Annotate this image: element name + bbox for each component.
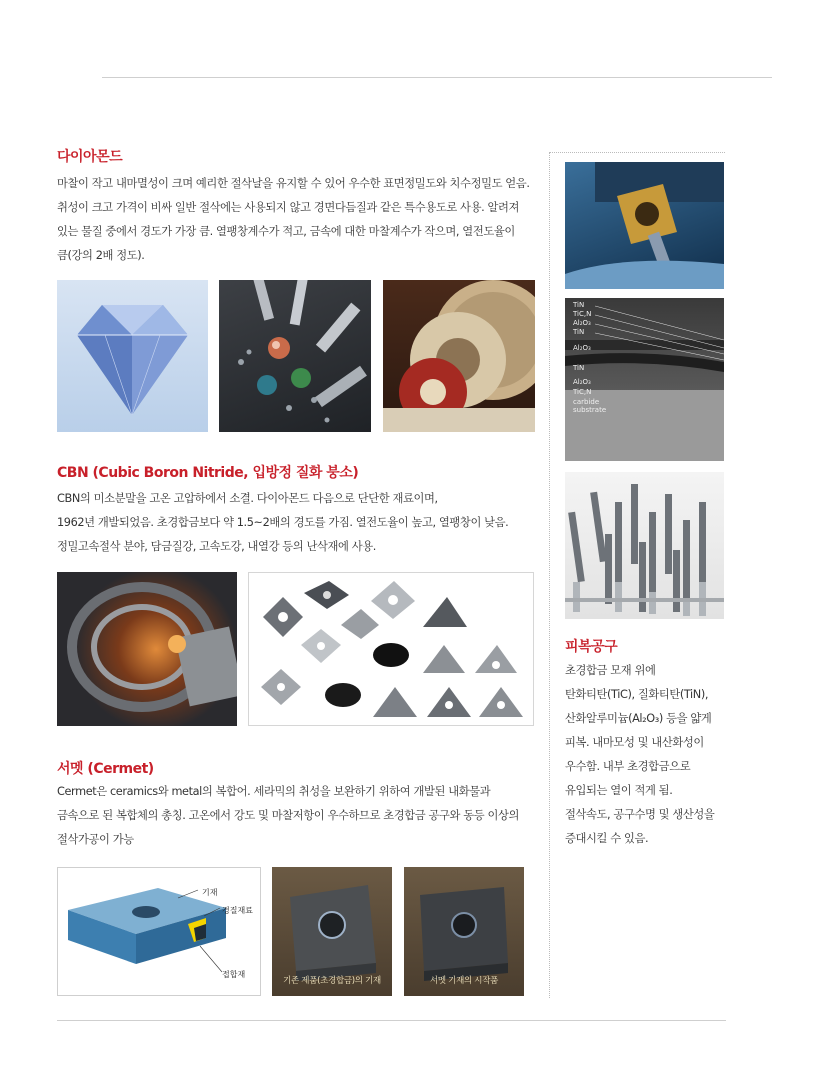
cermet-line: 금속으로 된 복합체의 총칭. 고온에서 강도 및 마찰저항이 우수하므로 초경합금 공구와 동등 이상의 bbox=[57, 809, 519, 822]
coated-line: 유입되는 열이 적게 됨. bbox=[565, 784, 673, 797]
label-base-material: 기재 bbox=[202, 888, 218, 897]
diamond-line: 마찰이 작고 내마멸성이 크며 예리한 절삭날을 유지할 수 있어 우수한 표면정밀도와 치수정밀도 얻음. bbox=[57, 177, 530, 190]
coated-line: 탄화티탄(TiC), 질화티탄(TiN), bbox=[565, 688, 709, 701]
sidebar-divider bbox=[549, 152, 550, 998]
cermet-body bbox=[57, 780, 519, 852]
diamond-line: 큼(강의 2배 정도). bbox=[57, 249, 145, 262]
coated-line: 피복. 내마모성 및 내산화성이 bbox=[565, 736, 704, 749]
coated-end-mills-photo bbox=[565, 472, 724, 619]
cbn-inserts-photo bbox=[248, 572, 534, 726]
layer-label: Al₂O₃ bbox=[573, 344, 591, 352]
cbn-line: 정밀고속절삭 분야, 담금질강, 고속도강, 내열강 등의 난삭재에 사용. bbox=[57, 540, 376, 553]
coated-line: 절삭속도, 공구수명 및 생산성을 bbox=[565, 808, 715, 821]
diamond-saw-blades-photo bbox=[383, 280, 535, 432]
layer-label: Al₂O₃ bbox=[573, 319, 591, 327]
cbn-line: 1962년 개발되었음. 초경합금보다 약 1.5~2배의 경도를 가짐. 열전도율이 높고, 열팽창이 낮음. bbox=[57, 516, 509, 529]
layer-label: TiC,N bbox=[573, 388, 592, 396]
layer-label: TiN bbox=[573, 301, 585, 309]
cermet-sample-photo bbox=[404, 867, 524, 996]
layer-label: Al₂O₃ bbox=[573, 378, 591, 386]
coated-insert-photo bbox=[565, 162, 724, 289]
cermet-structure-diagram bbox=[57, 867, 261, 996]
label-bonding-material: 접합재 bbox=[222, 970, 246, 979]
sidebar-top-border bbox=[549, 152, 725, 153]
coated-line: 우수함. 내부 초경합금으로 bbox=[565, 760, 691, 773]
cbn-line: CBN의 미소분말을 고온 고압하에서 소결. 다이아몬드 다음으로 단단한 재료이며, bbox=[57, 492, 438, 505]
diamond-gem-photo bbox=[57, 280, 208, 432]
layer-label: TiN bbox=[573, 328, 585, 336]
conventional-insert-photo bbox=[272, 867, 392, 996]
diamond-line: 취성이 크고 가격이 비싸 일반 절삭에는 사용되지 않고 경면다듬질과 같은 특수용도로 사용. 알려져 bbox=[57, 201, 519, 214]
coated-title: 피복공구 bbox=[565, 639, 618, 655]
layer-label: substrate bbox=[573, 406, 607, 414]
layer-label: TiC,N bbox=[573, 310, 592, 318]
caption-cermet-sample: 서멧 기재의 시작품 bbox=[429, 976, 499, 986]
cermet-line: 절삭가공이 가능 bbox=[57, 833, 134, 846]
diamond-body bbox=[57, 172, 530, 268]
cbn-machining-photo bbox=[57, 572, 237, 726]
layer-label: carbide bbox=[573, 398, 600, 406]
coating-cross-section-photo bbox=[565, 298, 724, 461]
top-rule bbox=[102, 77, 772, 78]
coated-body bbox=[565, 659, 714, 851]
cbn-title: CBN (Cubic Boron Nitride, 입방정 질화 붕소) bbox=[57, 465, 359, 481]
bottom-rule bbox=[57, 1020, 726, 1021]
diamond-tools-photo bbox=[219, 280, 371, 432]
cermet-line: Cermet은 ceramics와 metal의 복합어. 세라믹의 취성을 보완하기 위하여 개발된 내화물과 bbox=[57, 785, 491, 798]
caption-conventional: 기존 제품(초경합금)의 기재 bbox=[283, 976, 381, 986]
coated-line: 초경합금 모재 위에 bbox=[565, 664, 656, 677]
label-hard-material: 경질재료 bbox=[222, 906, 253, 915]
diamond-title: 다이아몬드 bbox=[57, 149, 123, 165]
cermet-title: 서멧 (Cermet) bbox=[57, 761, 154, 777]
coated-line: 증대시킬 수 있음. bbox=[565, 832, 649, 845]
layer-label: TiN bbox=[573, 364, 585, 372]
coated-line: 산화알루미늄(Al₂O₃) 등을 얇게 bbox=[565, 712, 712, 725]
cbn-body bbox=[57, 487, 508, 559]
diamond-line: 있는 물질 중에서 경도가 가장 큼. 열팽창계수가 적고, 금속에 대한 마찰계수가 작으며, 열전도율이 bbox=[57, 225, 515, 238]
